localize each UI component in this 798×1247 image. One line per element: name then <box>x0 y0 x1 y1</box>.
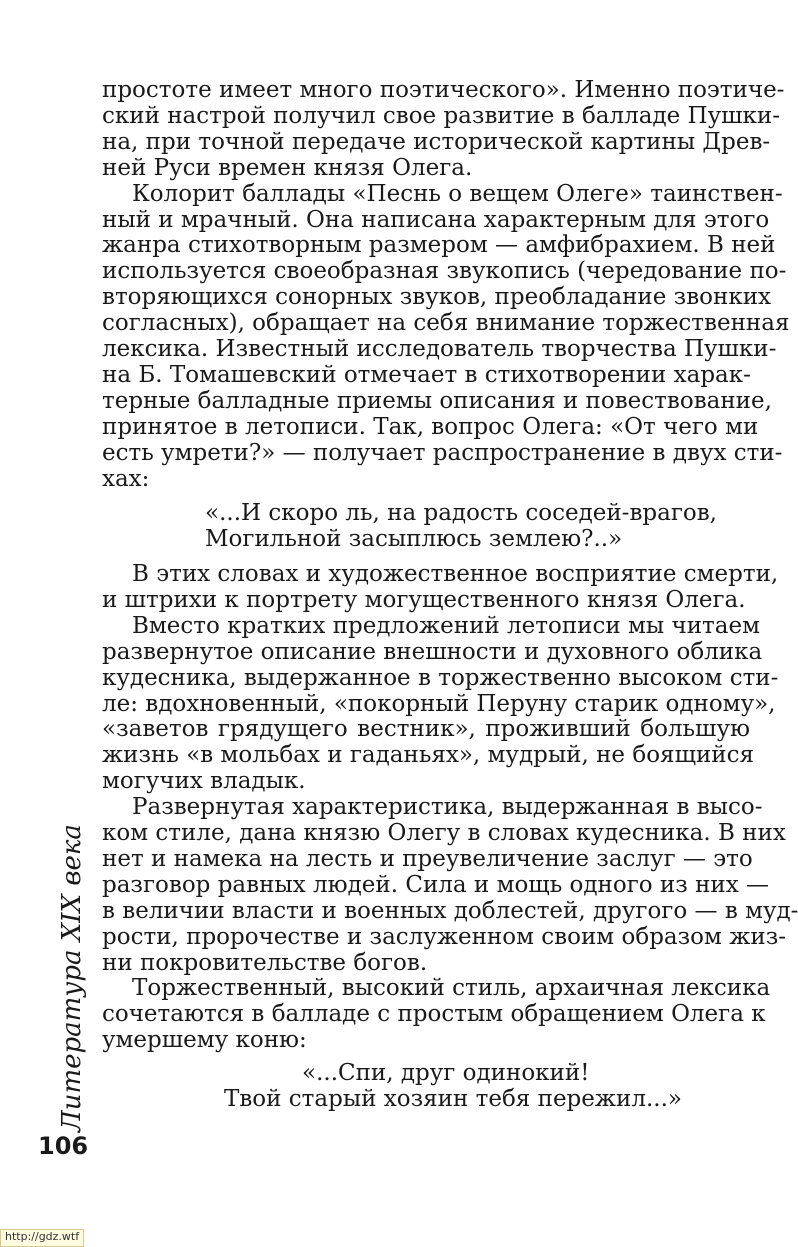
quote-line: Могильной засыплюсь землею?..» <box>205 526 623 552</box>
text-line: на Б. Томашевский отмечает в стихотворении харак- <box>102 361 751 388</box>
text-line: принятое в летописи. Так, вопрос Олега: «От чего ми <box>102 413 759 440</box>
text-line: Вместо кратких предложений летописи мы читаем <box>132 612 760 639</box>
text-line: ле: вдохновенный, «покорный Перуну старик одному», <box>102 690 776 717</box>
text-line: умершему коню: <box>102 1027 307 1054</box>
side-running-title: Литература XIX века <box>57 824 87 1132</box>
text-line: хах: <box>102 465 150 492</box>
text-line: на, при точной передаче исторической картины Древ- <box>102 128 771 155</box>
text-line: В этих словах и художественное восприятие смерти, <box>132 561 779 587</box>
text-line: вторяющихся сонорных звуков, преобладание звонких <box>102 284 772 311</box>
quote-line: «...И скоро ль, на радость соседей-врагов, <box>205 500 717 526</box>
text-line: рости, пророчестве и заслуженном своим образом жиз- <box>102 923 787 950</box>
text-line: согласных), обращает на себя внимание торжественная <box>102 310 790 337</box>
text-line: в величии власти и военных доблестей, другого — в муд- <box>102 897 798 924</box>
text-line: могучих владык. <box>102 768 306 795</box>
text-line: используется своеобразная звукопись (чередование по- <box>102 258 787 285</box>
text-line: ный и мрачный. Она написана характерным для этого <box>102 206 770 233</box>
text-line: ский настрой получил свое развитие в балладе Пушки- <box>102 102 780 129</box>
text-line: нет и намека на лесть и преувеличение заслуг — это <box>102 845 753 872</box>
text-line: Торжественный, высокий стиль, архаичная лексика <box>132 975 771 1002</box>
quote-line: «...Спи, друг одинокий! <box>302 1060 590 1086</box>
text-line: ни покровительстве богов. <box>102 949 428 976</box>
text-line: жанра стихотворным размером — амфибрахием. В ней <box>102 232 776 259</box>
text-line: Развернутая характеристика, выдержанная в высо- <box>132 794 763 821</box>
watermark-link[interactable]: http://gdz.wtf <box>0 1229 84 1247</box>
text-line: терные балладные приемы описания и повествование, <box>102 387 772 414</box>
text-line: ком стиле, дана князю Олегу в словах кудесника. В них <box>102 820 786 846</box>
text-line: развернутое описание внешности и духовного облика <box>102 638 763 665</box>
quote-line: Твой старый хозяин тебя пережил...» <box>224 1086 682 1112</box>
text-line: сочетаются в балладе с простым обращением Олега к <box>102 1001 766 1028</box>
text-line: кудесника, выдержанное в торжественно высоком сти- <box>102 664 779 691</box>
text-line: лексика. Известный исследователь творчества Пушки- <box>102 336 777 362</box>
text-line: есть умрети?» — получает распространение в двух сти- <box>102 439 783 466</box>
text-line: Колорит баллады «Песнь о вещем Олеге» таинствен- <box>132 180 783 207</box>
text-line: простоте имеет много поэтического». Именно поэтиче- <box>102 77 785 103</box>
text-line: «заветов грядущего вестник», проживший большую <box>102 716 750 743</box>
text-line: ней Руси времен князя Олега. <box>102 154 473 181</box>
text-line: и штрихи к портрету могущественного князя Олега. <box>102 586 746 613</box>
text-line: жизнь «в мольбах и гаданьях», мудрый, не боящийся <box>102 742 754 769</box>
page-number: 106 <box>38 1132 89 1160</box>
text-line: разговор равных людей. Сила и мощь одного из них — <box>102 871 770 898</box>
